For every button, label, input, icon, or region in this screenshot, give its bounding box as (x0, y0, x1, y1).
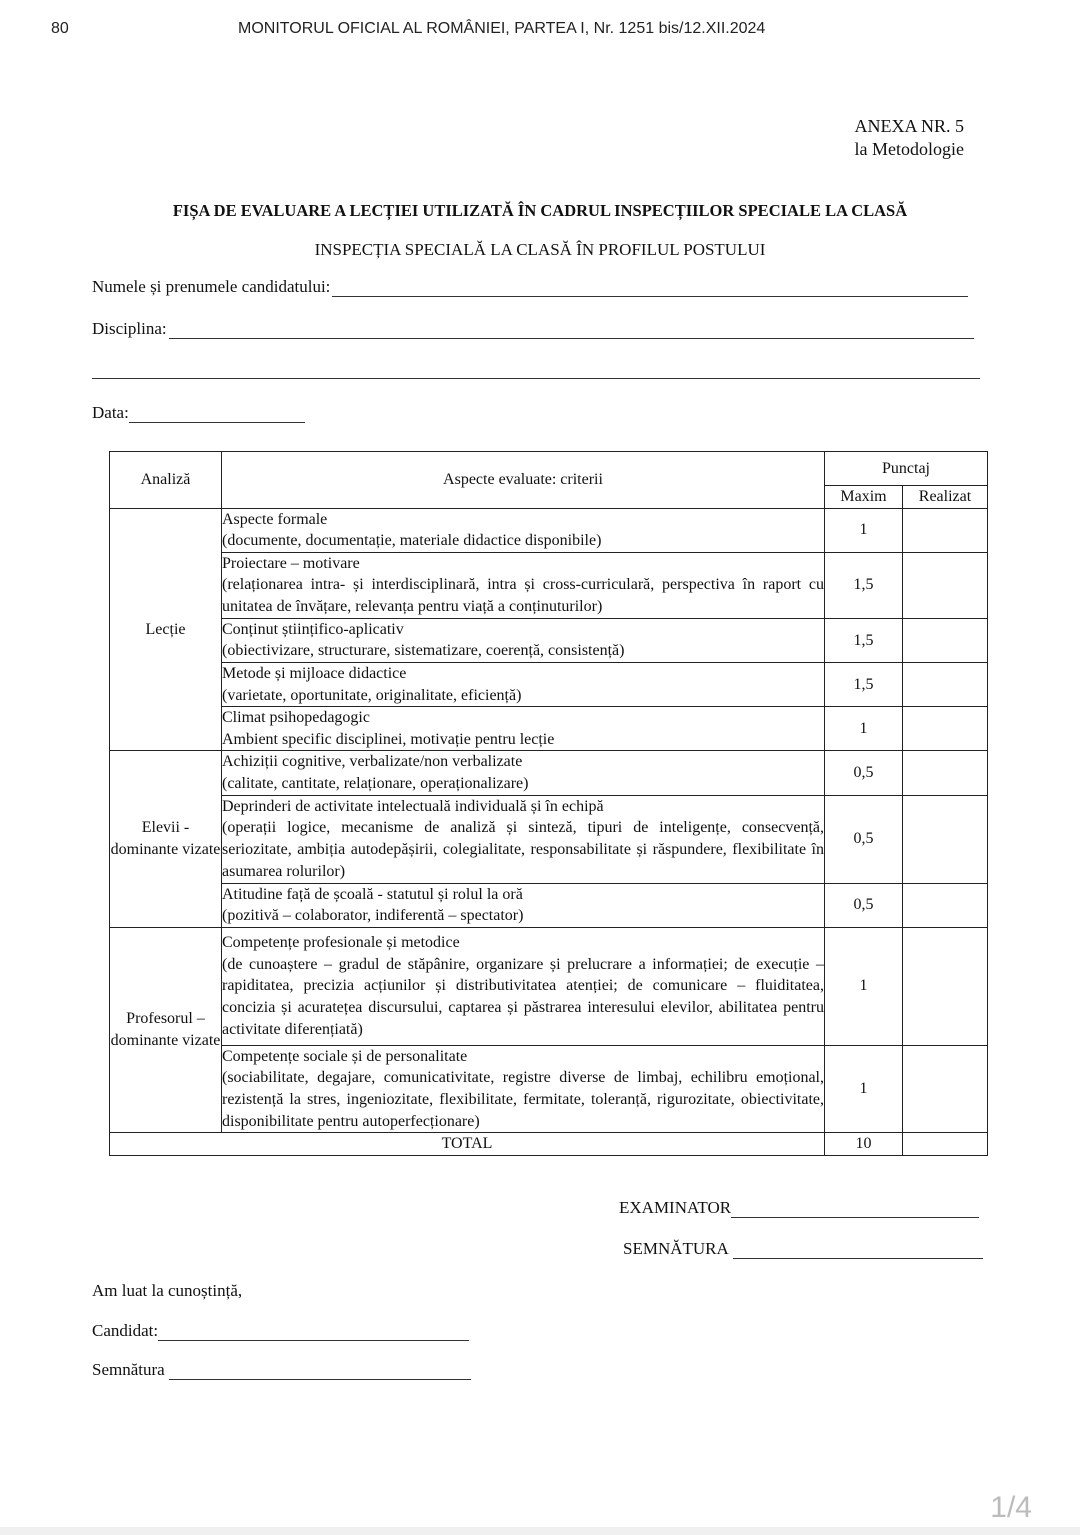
examiner-line[interactable] (731, 1201, 979, 1218)
criterion-desc: Ambient specific disciplinei, motivație pentru lecție (222, 730, 555, 748)
criterion-title: Proiectare – motivare (222, 554, 360, 572)
max-score: 1 (825, 707, 903, 751)
viewer-bottom-bar (0, 1527, 1080, 1535)
examiner-label: EXAMINATOR (619, 1198, 732, 1217)
annex-number: ANEXA NR. 5 (854, 116, 964, 136)
criterion-cell (222, 618, 825, 662)
criterion-title: Achiziții cognitive, verbalizate/non verbalizate (222, 753, 523, 771)
achieved-score-cell[interactable] (903, 508, 988, 552)
discipline-line[interactable] (169, 322, 974, 339)
annex-subtitle: la Metodologie (854, 139, 964, 159)
criterion-cell (222, 552, 825, 618)
date-line[interactable] (129, 406, 305, 423)
criterion-cell (222, 751, 825, 795)
candidate-signature-label: Semnătura (92, 1360, 165, 1379)
criterion-title: Aspecte formale (222, 510, 328, 528)
header-max: Maxim (825, 486, 903, 509)
max-score: 1,5 (825, 552, 903, 618)
table-row (110, 707, 988, 751)
page-indicator: 1/4 (990, 1491, 1032, 1524)
achieved-score-cell[interactable] (903, 1045, 988, 1132)
criterion-cell (222, 662, 825, 706)
document-subtitle: INSPECȚIA SPECIALĂ LA CLASĂ ÎN PROFILUL POSTULUI (314, 240, 766, 259)
date-label: Data: (92, 403, 129, 422)
criterion-desc: (calitate, cantitate, relaționare, operaționalizare) (222, 774, 529, 792)
max-score: 1 (825, 1045, 903, 1132)
max-score: 0,5 (825, 795, 903, 883)
acknowledgement-text: Am luat la cunoștință, (92, 1281, 243, 1300)
criterion-title: Competențe sociale și de personalitate (222, 1047, 468, 1065)
criterion-cell (222, 795, 825, 883)
total-max: 10 (825, 1133, 903, 1156)
page-number: 80 (51, 20, 69, 37)
header-score: Punctaj (825, 452, 988, 486)
criterion-cell (222, 508, 825, 552)
achieved-score-cell[interactable] (903, 662, 988, 706)
criterion-title: Deprinderi de activitate intelectuală individuală și în echipă (222, 797, 604, 815)
table-row (110, 883, 988, 927)
category-lesson: Lecție (110, 508, 222, 751)
table-row (110, 927, 988, 1045)
table-row (110, 795, 988, 883)
candidate-label: Candidat: (92, 1321, 159, 1340)
criterion-title: Climat psihopedagogic (222, 709, 370, 727)
table-row (110, 1045, 988, 1132)
achieved-score-cell[interactable] (903, 618, 988, 662)
extra-blank-line[interactable] (92, 378, 980, 379)
publication-title: MONITORUL OFICIAL AL ROMÂNIEI, PARTEA I, Nr. 1251 bis/12.XII.2024 (238, 20, 766, 37)
total-label: TOTAL (110, 1133, 825, 1156)
criterion-desc: (de cunoaștere – gradul de stăpânire, organizare și prelucrare a informației; de execuție – rapiditatea, precizia acțiunilor și distributivitatea atenției; de comunicare – fluiditatea, concizia și acuratețea discursului, captarea și păstrarea interesului elevilor, abilitatea pentru activitate diferențiată) (222, 955, 824, 1038)
table-row (110, 751, 988, 795)
category-students: Elevii - dominante vizate (110, 751, 222, 927)
achieved-score-cell[interactable] (903, 707, 988, 751)
table-header-row (110, 452, 988, 486)
candidate-field[interactable] (92, 1321, 469, 1341)
total-achieved-cell[interactable] (903, 1133, 988, 1156)
criterion-cell (222, 707, 825, 751)
max-score: 1,5 (825, 618, 903, 662)
criterion-cell (222, 927, 825, 1045)
total-row (110, 1133, 988, 1156)
candidate-signature-line[interactable] (169, 1363, 471, 1380)
page-header (0, 20, 1080, 42)
criterion-desc: (operații logice, mecanisme de analiză și sinteză, tipuri de inteligențe, consecvență, seriozitate, ambiția autodepășirii, colegialitate, responsabilitate și răspundere, flexibilitate în asumarea rolurilor) (222, 819, 824, 880)
achieved-score-cell[interactable] (903, 883, 988, 927)
achieved-score-cell[interactable] (903, 927, 988, 1045)
discipline-label: Disciplina: (92, 319, 167, 338)
examiner-signature-line[interactable] (733, 1242, 983, 1259)
table-row (110, 552, 988, 618)
header-analysis: Analiză (110, 452, 222, 509)
table-row (110, 618, 988, 662)
criterion-cell (222, 883, 825, 927)
annex-reference (854, 115, 964, 161)
criterion-desc: (sociabilitate, degajare, comunicativitate, registre diverse de limbaj, echilibru emoțional, rezistență la stres, ingeniozitate, flexibilitate, fermitate, toleranță, rigurozitate, obiectivitate, disponibilitate pentru autoperfecționare) (222, 1069, 824, 1130)
max-score: 0,5 (825, 751, 903, 795)
criterion-title: Conținut științifico-aplicativ (222, 620, 404, 638)
candidate-signature-field[interactable] (92, 1360, 471, 1380)
criterion-desc: (obiectivizare, structurare, sistematizare, coerență, consistență) (222, 642, 625, 660)
header-done: Realizat (903, 486, 988, 509)
achieved-score-cell[interactable] (903, 751, 988, 795)
examiner-field[interactable] (619, 1198, 979, 1218)
examiner-signature-label: SEMNĂTURA (623, 1239, 729, 1258)
discipline-field[interactable] (92, 319, 974, 339)
max-score: 0,5 (825, 883, 903, 927)
criterion-title: Atitudine față de școală - statutul și rolul la oră (222, 885, 523, 903)
criterion-cell (222, 1045, 825, 1132)
examiner-signature-field[interactable] (623, 1239, 983, 1259)
candidate-name-label: Numele și prenumele candidatului: (92, 277, 331, 296)
criterion-desc: (pozitivă – colaborator, indiferentă – spectator) (222, 907, 524, 925)
category-teacher: Profesorul – dominante vizate (110, 927, 222, 1132)
table-row (110, 508, 988, 552)
criterion-desc: (documente, documentație, materiale didactice disponibile) (222, 532, 602, 550)
achieved-score-cell[interactable] (903, 795, 988, 883)
max-score: 1,5 (825, 662, 903, 706)
table-row (110, 662, 988, 706)
criterion-desc: (varietate, oportunitate, originalitate, eficiență) (222, 686, 522, 704)
date-field[interactable] (92, 403, 305, 423)
candidate-name-line[interactable] (332, 280, 968, 297)
candidate-line[interactable] (158, 1324, 469, 1341)
criterion-desc: (relaționarea intra- și interdisciplinară, intra și cross-curriculară, perspectiva în raport cu unitatea de învățare, relevanța pentru viață a conținuturilor) (222, 576, 824, 616)
header-aspects: Aspecte evaluate: criterii (222, 452, 825, 509)
evaluation-table (109, 451, 988, 1156)
achieved-score-cell[interactable] (903, 552, 988, 618)
criterion-title: Competențe profesionale și metodice (222, 934, 460, 952)
max-score: 1 (825, 927, 903, 1045)
criterion-title: Metode și mijloace didactice (222, 664, 407, 682)
max-score: 1 (825, 508, 903, 552)
document-title: FIȘA DE EVALUARE A LECȚIEI UTILIZATĂ ÎN CADRUL INSPECȚIILOR SPECIALE LA CLASĂ (172, 201, 908, 220)
candidate-name-field[interactable] (92, 277, 968, 297)
